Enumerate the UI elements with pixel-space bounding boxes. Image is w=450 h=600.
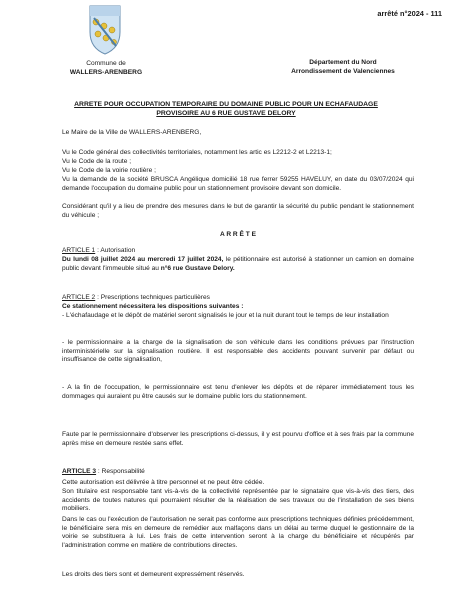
document-title [60, 101, 392, 119]
article-3-heading [62, 468, 414, 477]
title-line-1: ARRETE POUR OCCUPATION TEMPORAIRE DU DOMAINE PUBLIC POUR UN ECHAFAUDAGE [74, 101, 378, 108]
article-2-penalty: Faute par le permissionnaire d'observer les prescriptions ci-dessus, il y est pourvu d'office et à ses frais par la commune après mise en demeure restée sans effet. [62, 431, 414, 447]
article-2-label: ARTICLE 2 [62, 294, 96, 301]
considering-clause: Considérant qu'il y a lieu de prendre des mesures dans le but de garantir la sécurité du public pendant le stationnement du véhicule ; [62, 203, 414, 219]
article-3-text: Son titulaire est responsable tant vis-à-vis de la collectivité représentée par le signataire que vis-à-vis des tiers, des accidents de toutes natures qui pourraient résulter de la réalisation de ses travaux ou de l'installation de ses biens mobiliers. [62, 488, 414, 513]
department-block [268, 59, 418, 76]
vu-request: Vu la demande de la société BRUSCA Angélique domicilié 18 rue ferrer 59255 HAVELUY, en date du 03/07/2024 qui demande l'occupation du domaine public pour un stationnement provisoire devant son domicile. [62, 176, 414, 192]
article-3-text: Cette autorisation est délivrée à titre personnel et ne peut être cédée. [62, 479, 265, 486]
commune-label: Commune de [86, 60, 126, 67]
mayor-intro: Le Maire de la Ville de WALLERS-ARENBERG, [62, 129, 202, 136]
arrete-heading: A R R Ê T E [219, 231, 257, 238]
article-1-heading [62, 247, 414, 256]
coat-of-arms-logo [88, 4, 122, 56]
article-3-text: Les droits des tiers sont et demeurent expressément réservés. [62, 571, 245, 578]
article-1-address: n°6 rue Gustave Delory. [160, 264, 235, 272]
department-name: Département du Nord [309, 59, 377, 66]
vu-line: Vu le Code de la voirie routière ; [62, 167, 156, 174]
article-2-point: - le permissionnaire a la charge de la signalisation de son véhicule dans les conditions prévues par l'instruction interministérielle sur la signalisation routière. Il est responsable des accidents pouvant survenir par défaut ou insuffisance de cette signalisation, [62, 339, 414, 364]
article-1-title: : Autorisation [95, 247, 136, 254]
article-1-label: ARTICLE 1 [62, 247, 96, 254]
article-3-title: : Responsabilité [96, 468, 145, 475]
article-1-text: le pétitionnaire est autorisé à stationner un camion en domaine public devant l'immeuble situé au [62, 256, 414, 272]
article-3-label: ARTICLE 3 [62, 468, 97, 475]
article-2-heading [62, 294, 414, 303]
commune-block [60, 60, 152, 77]
commune-name: WALLERS-ARENBERG [69, 68, 143, 76]
article-2-title: : Prescriptions techniques particulières [95, 294, 210, 301]
arrondissement-name: Arrondissement de Valenciennes [291, 67, 395, 75]
article-2-subheading: Ce stationnement nécessitera les dispositions suivantes : [62, 303, 244, 310]
decree-number: arrêté n°2024 - 111 [377, 9, 442, 18]
vu-line: Vu le Code de la route ; [62, 158, 132, 165]
article-1-dates: Du lundi 08 juillet 2024 au mercredi 17 juillet 2024, [62, 256, 224, 263]
title-line-2: PROVISOIRE AU 6 RUE GUSTAVE DELORY [156, 109, 296, 117]
vu-line: Vu le Code général des collectivités territoriales, notamment les artic es L2212-2 et L2213-1; [62, 149, 332, 156]
article-2-point: - A la fin de l'occupation, le permissionnaire est tenu d'enlever les dépôts et de réparer immédiatement tous les dommages qui auraient pu être causés sur le domaine public lors du stationnement. [62, 384, 414, 400]
article-3-text: Dans le cas ou l'exécution de l'autorisation ne serait pas conforme aux prescriptions techniques définies précédemment, le bénéficiaire sera mis en demeure de remédier aux malfaçons dans un délai au terme duquel le gestionnaire de la voirie se substituera à lui. Les frais de cette intervention seront à la charge du bénéficiaire et récupérés par l'administration comme en matière de contributions directes. [62, 516, 414, 549]
article-2-point: - L'échafaudage et le dépôt de matériel seront signalisés le jour et la nuit durant tout le temps de leur installation [62, 312, 389, 319]
article-1-body [62, 256, 414, 273]
